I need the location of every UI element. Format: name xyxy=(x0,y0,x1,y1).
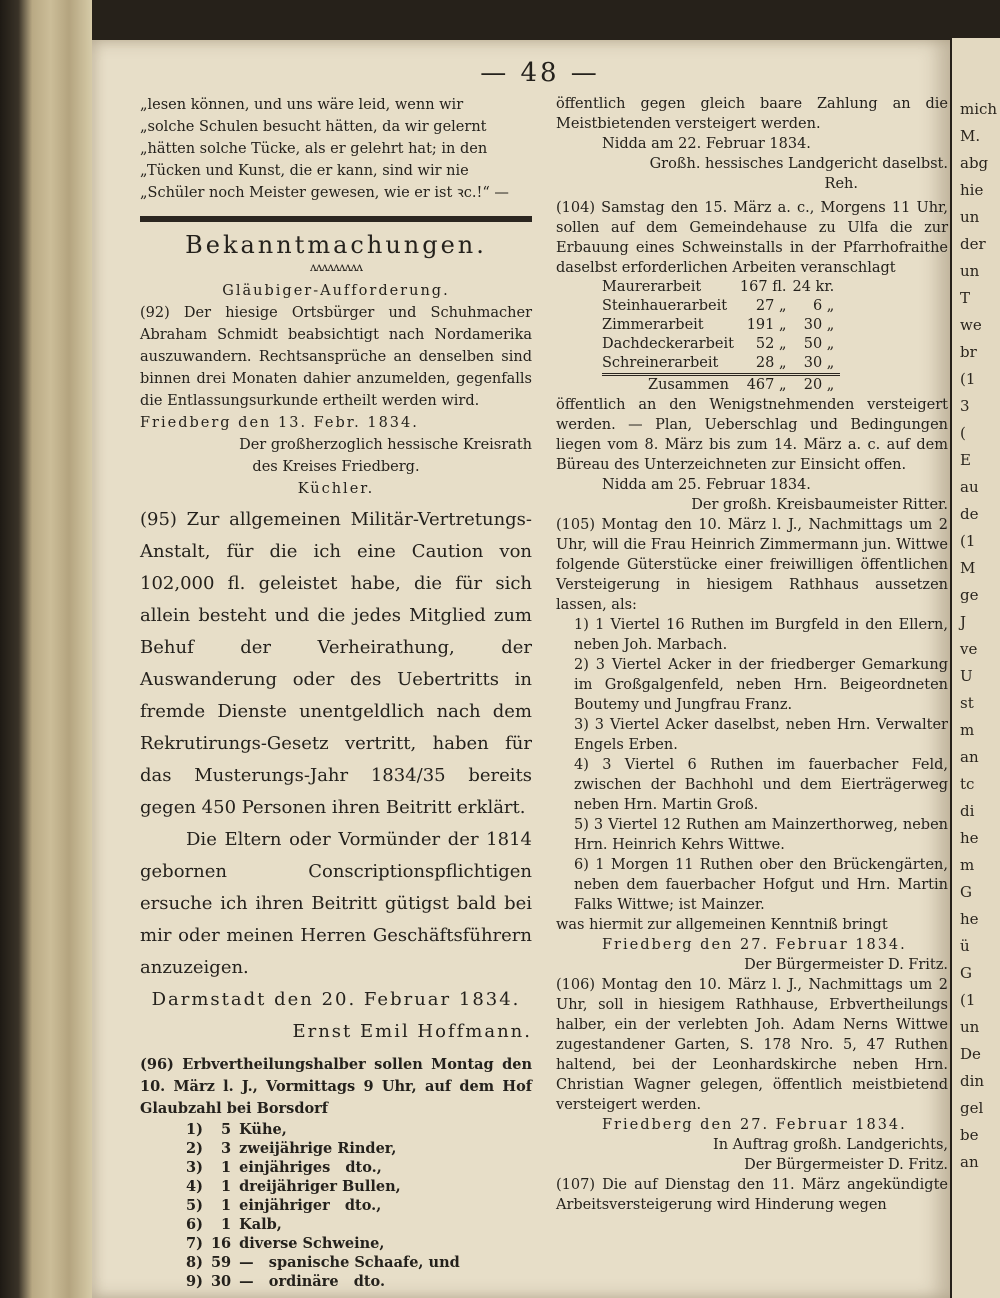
facing-page-text: un xyxy=(960,208,980,226)
livestock-text: diverse Schweine, xyxy=(239,1235,385,1252)
livestock-text: einjähriger dto., xyxy=(239,1197,382,1214)
cost-kr: 6 „ xyxy=(812,298,835,314)
notice-date: Darmstadt den 20. Februar 1834. xyxy=(151,989,521,1010)
intro-line: „solche Schulen besucht hätten, da wir gelernt xyxy=(140,119,487,135)
livestock-num: 8) xyxy=(186,1254,203,1271)
list-item: 6) 1 Morgen 11 Ruthen ober den Brückengärten, neben dem fauerbacher Hofgut und Hrn. Martin Falks Wittwe; ist Mainzer. xyxy=(574,857,948,913)
livestock-text: Kühe, xyxy=(239,1121,287,1138)
livestock-row xyxy=(186,1196,468,1215)
facing-page-text: un xyxy=(960,1018,980,1036)
facing-page-text: T xyxy=(960,289,971,307)
book-edge xyxy=(0,0,92,1298)
list-item: 5) 3 Viertel 12 Ruthen am Mainzerthorweg, neben Hrn. Heinrich Kehrs Wittwe. xyxy=(574,817,948,853)
notice-body: (106) Montag den 10. März l. J., Nachmittags um 2 Uhr, soll in hiesigem Rathhause, Erbvertheilungs halber, ein der verlebten Joh. Adam Nerns Wittwe zugestandener Garten, S. 178 Nro. 5, 47 Ruthen haltend, bei der Leonhardskirche neben Hrn. Christian Wagner gelegen, öffentlich meistbietend versteigert werden. xyxy=(556,977,948,1113)
livestock-qty: 30 xyxy=(210,1273,232,1290)
facing-page-text: de xyxy=(960,505,979,523)
livestock-num: 2) xyxy=(186,1140,203,1157)
notice-date: Friedberg den 13. Febr. 1834. xyxy=(140,415,419,431)
facing-page-text: m xyxy=(960,721,975,739)
notice-signer: Großh. hessisches Landgericht daselbst. xyxy=(649,156,948,172)
facing-page-text: tc xyxy=(960,775,975,793)
facing-page-fragment xyxy=(952,38,1000,1298)
livestock-num: 7) xyxy=(186,1235,203,1252)
cost-total-label: Zusammen xyxy=(602,375,740,396)
facing-page-text: m xyxy=(960,856,975,874)
livestock-text: dreijähriger Bullen, xyxy=(239,1178,401,1195)
cost-item: Maurerarbeit xyxy=(602,279,702,295)
facing-page-text: gel xyxy=(960,1099,984,1117)
facing-page-text: (1 xyxy=(960,532,976,550)
livestock-num: 9) xyxy=(186,1273,203,1290)
livestock-num: 5) xyxy=(186,1197,203,1214)
facing-page-text: an xyxy=(960,1153,979,1171)
facing-page-text: he xyxy=(960,910,979,928)
livestock-row xyxy=(186,1215,468,1234)
notice-body: (96) Erbvertheilungshalber sollen Montag den 10. März l. J., Vormittags 9 Uhr, auf dem Hof Glaubzahl bei Borsdorf xyxy=(140,1056,532,1117)
notice-95 xyxy=(140,504,532,1048)
livestock-text: einjähriges dto., xyxy=(239,1159,382,1176)
facing-page-text: M. xyxy=(960,127,981,145)
facing-page-text: J xyxy=(960,613,967,631)
livestock-text: Kalb, xyxy=(239,1216,282,1233)
cost-row xyxy=(602,316,840,335)
notice-closing: was hiermit zur allgemeinen Kenntniß bringt xyxy=(556,917,888,933)
facing-page-text: br xyxy=(960,343,977,361)
cost-total-row xyxy=(602,375,840,396)
notice-body: (105) Montag den 10. März l. J., Nachmittags um 2 Uhr, will die Frau Heinrich Zimmermann jun. Wittwe folgende Güterstücke einer freiwilligen öffentlichen Versteigerung in hiesigem Rathhaus aussetzen lassen, als: xyxy=(556,517,948,613)
livestock-row xyxy=(186,1177,468,1196)
cost-kr: 50 „ xyxy=(803,336,835,352)
cost-item: Zimmerarbeit xyxy=(602,317,704,333)
cost-table xyxy=(602,278,840,395)
livestock-qty: 1 xyxy=(221,1159,232,1176)
facing-page-text: ( xyxy=(960,424,966,442)
cost-kr: 30 „ xyxy=(803,355,835,371)
cost-kr: 30 „ xyxy=(803,317,835,333)
cost-fl: 167 fl. xyxy=(739,279,787,295)
notice-96 xyxy=(140,1054,532,1291)
cost-row xyxy=(602,335,840,354)
notice-date: Friedberg den 27. Februar 1834. xyxy=(602,1117,907,1133)
livestock-text: zweijährige Rinder, xyxy=(239,1140,397,1157)
facing-page-text: M xyxy=(960,559,976,577)
facing-page-text: mich xyxy=(960,100,998,118)
intro-line: „lesen können, und uns wäre leid, wenn wir xyxy=(140,97,464,113)
facing-page-text: G xyxy=(960,964,972,982)
intro-line: „Tücken und Kunst, die er kann, sind wir nie xyxy=(140,163,469,179)
list-item: 4) 3 Viertel 6 Ruthen im fauerbacher Feld, zwischen der Bachhohl und dem Eierträgerweg neben Hrn. Martin Groß. xyxy=(574,757,948,813)
facing-page-text: 3 xyxy=(960,397,970,415)
facing-page-text: U xyxy=(960,667,973,685)
list-item: 3) 3 Viertel Acker daselbst, neben Hrn. Verwalter Engels Erben. xyxy=(574,717,948,753)
cost-item: Dachdeckerarbeit xyxy=(602,336,734,352)
notice-title: Gläubiger-Aufforderung. xyxy=(222,283,450,299)
notice-name: Küchler. xyxy=(297,481,375,497)
intro-text xyxy=(140,94,532,204)
notice-signer: Der großherzoglich hessische Kreisrath xyxy=(239,437,532,453)
facing-page-text: he xyxy=(960,829,979,847)
facing-page-text: au xyxy=(960,478,979,496)
notice-body: Die Eltern oder Vormünder der 1814 gebornen Conscriptionspflichtigen ersuche ich ihren Beitritt gütigst bald bei mir oder meinen Herren Geschäftsführern anzuzeigen. xyxy=(140,829,532,978)
section-heading: Bekanntmachungen. xyxy=(185,231,487,259)
notice-body: (92) Der hiesige Ortsbürger und Schuhmacher Abraham Schmidt beabsichtigt nach Nordamerika auszuwandern. Rechtsansprüche an denselben sind binnen drei Monaten dahier anzumelden, gegenfalls die Entlassungsurkunde ertheilt werden wird. xyxy=(140,305,532,409)
facing-page-text: be xyxy=(960,1126,979,1144)
livestock-qty: 5 xyxy=(221,1121,232,1138)
facing-page-text: ge xyxy=(960,586,979,604)
left-column xyxy=(140,94,532,1291)
facing-page-text: E xyxy=(960,451,971,469)
livestock-num: 6) xyxy=(186,1216,203,1233)
notice-signer: Der großh. Kreisbaumeister Ritter. xyxy=(691,497,948,513)
notice-104 xyxy=(556,198,948,515)
cost-row xyxy=(602,278,840,297)
notice-body: (104) Samstag den 15. März a. c., Morgens 11 Uhr, sollen auf dem Gemeindehause zu Ulfa die zur Erbauung eines Schweinstalls in der Pfarrhofraithe daselbst erforderlichen Arbeiten veranschlagt xyxy=(556,200,948,276)
livestock-row xyxy=(186,1272,468,1291)
livestock-qty: 1 xyxy=(221,1197,232,1214)
livestock-qty: 59 xyxy=(210,1254,232,1271)
facing-page-text: hie xyxy=(960,181,984,199)
notice-body: öffentlich an den Wenigstnehmenden versteigert werden. — Plan, Ueberschlag und Bedingungen liegen vom 8. März bis zum 14. März a. c. auf dem Büreau des Unterzeichneten zur Einsicht offen. xyxy=(556,397,948,473)
livestock-text: — spanische Schaafe, und xyxy=(239,1254,460,1271)
notice-name: Reh. xyxy=(824,176,858,192)
notice-signer: In Auftrag großh. Landgerichts, xyxy=(713,1137,948,1153)
facing-page-text: un xyxy=(960,262,980,280)
facing-page-text: st xyxy=(960,694,974,712)
notice-name: Ernst Emil Hoffmann. xyxy=(292,1021,532,1042)
notice-date: Nidda am 25. Februar 1834. xyxy=(602,477,811,493)
livestock-qty: 1 xyxy=(221,1178,232,1195)
notice-105 xyxy=(556,515,948,975)
facing-page-text: G xyxy=(960,883,972,901)
parcel-list xyxy=(556,615,948,915)
livestock-row xyxy=(186,1120,468,1139)
facing-page-text: abg xyxy=(960,154,989,172)
list-item: 2) 3 Viertel Acker in der friedberger Gemarkung im Großgalgenfeld, neben Hrn. Beigeordneten Boutemy und Jungfrau Franz. xyxy=(574,657,948,713)
notice-signer: des Kreises Friedberg. xyxy=(252,459,420,475)
ornament: ʌʌʌʌʌʌʌʌʌ xyxy=(309,260,362,274)
notice-date: Nidda am 22. Februar 1834. xyxy=(602,136,811,152)
facing-page-text: ü xyxy=(960,937,970,955)
facing-page-text: di xyxy=(960,802,975,820)
cost-item: Steinhauerarbeit xyxy=(602,298,728,314)
livestock-list xyxy=(186,1120,468,1291)
livestock-qty: 1 xyxy=(221,1216,232,1233)
livestock-num: 1) xyxy=(186,1121,203,1138)
notice-body: (107) Die auf Dienstag den 11. März angekündigte Arbeitsversteigerung wird Hinderung wegen xyxy=(556,1177,948,1213)
livestock-row xyxy=(186,1253,468,1272)
cost-total-kr: 20 „ xyxy=(793,375,841,396)
notice-107 xyxy=(556,1175,948,1215)
facing-page-text: (1 xyxy=(960,370,976,388)
facing-page-text: der xyxy=(960,235,986,253)
cost-fl: 191 „ xyxy=(746,317,787,333)
list-item: 1) 1 Viertel 16 Ruthen im Burgfeld in den Ellern, neben Joh. Marbach. xyxy=(574,617,948,653)
notice-signer: Der Bürgermeister D. Fritz. xyxy=(744,1157,948,1173)
notice-signer: Der Bürgermeister D. Fritz. xyxy=(744,957,948,973)
livestock-qty: 16 xyxy=(210,1235,232,1252)
livestock-row xyxy=(186,1158,468,1177)
page-number: — 48 — xyxy=(480,58,600,88)
livestock-row xyxy=(186,1234,468,1253)
facing-page-text: din xyxy=(960,1072,985,1090)
continuation-text: öffentlich gegen gleich baare Zahlung an die Meistbietenden versteigert werden. xyxy=(556,96,948,132)
cost-fl: 28 „ xyxy=(755,355,787,371)
right-column xyxy=(556,94,948,1215)
livestock-row xyxy=(186,1139,468,1158)
cost-total-fl: 467 „ xyxy=(740,375,793,396)
cost-fl: 52 „ xyxy=(755,336,787,352)
cost-kr: 24 kr. xyxy=(792,279,835,295)
cost-row xyxy=(602,354,840,375)
intro-line: „Schüler noch Meister gewesen, wie er ist ꝛc.!“ — xyxy=(140,185,509,201)
livestock-text: — ordinäre dto. xyxy=(239,1273,385,1290)
section-rule xyxy=(140,216,532,222)
notice-date: Friedberg den 27. Februar 1834. xyxy=(602,937,907,953)
livestock-num: 3) xyxy=(186,1159,203,1176)
notice-92 xyxy=(140,280,532,500)
facing-page-text: De xyxy=(960,1045,981,1063)
facing-page-text: ve xyxy=(960,640,978,658)
notice-body: (95) Zur allgemeinen Militär-Vertretungs-Anstalt, für die ich eine Caution von 102,000 fl. geleistet habe, die für sich allein besteht und die jedes Mitglied zum Behuf der Verheirathung, der Auswanderung oder des Uebertritts in fremde Dienste unentgeldlich nach dem Rekrutirungs-Gesetz vertritt, haben für das Musterungs-Jahr 1834/35 bereits gegen 450 Personen ihren Beitritt erklärt. xyxy=(140,509,532,818)
notice-106 xyxy=(556,975,948,1175)
facing-page-text: (1 xyxy=(960,991,976,1009)
intro-line: „hätten solche Tücke, als er gelehrt hat; in den xyxy=(140,141,488,157)
livestock-qty: 3 xyxy=(221,1140,232,1157)
cost-fl: 27 „ xyxy=(755,298,787,314)
cost-row xyxy=(602,297,840,316)
facing-page-text: we xyxy=(960,316,982,334)
livestock-num: 4) xyxy=(186,1178,203,1195)
cost-item: Schreinerarbeit xyxy=(602,355,719,371)
facing-page-text: an xyxy=(960,748,979,766)
